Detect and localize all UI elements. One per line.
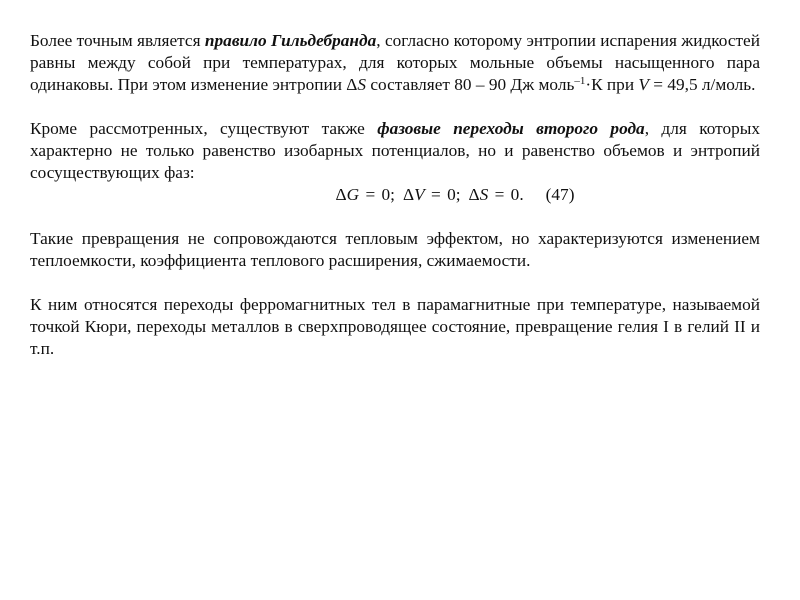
equation-47 <box>30 184 760 206</box>
paragraph-hildebrand-rule <box>30 30 760 96</box>
paragraph2-text-1: Кроме рассмотренных, существуют также <box>30 119 378 138</box>
paragraph-examples <box>30 294 760 360</box>
equation-number: (47) <box>545 185 575 204</box>
term-hildebrand-rule: правило Гильдебранда <box>204 31 377 50</box>
paragraph-no-heat-effect <box>30 228 760 272</box>
equation-part-1: = 0; <box>359 185 395 204</box>
equation-part-2: = 0; <box>424 185 461 204</box>
paragraph1-text-3: составляет 80 – 90 Дж моль <box>366 75 575 94</box>
delta-symbol: Δ <box>335 185 347 204</box>
equation-part-3: = 0. <box>488 185 524 204</box>
paragraph1-text-4: ·К при <box>585 75 639 94</box>
delta-symbol: Δ <box>403 185 415 204</box>
delta-symbol: Δ <box>468 185 480 204</box>
variable-g: G <box>346 185 360 204</box>
paragraph2-text-2: , для которых характерно не только равенство изобарных потенциалов, но и равенство объемов и энтропий сосуществующих фаз: <box>30 119 760 182</box>
paragraph4-text: К ним относятся переходы ферромагнитных тел в парамагнитные при температуре, называемой точкой Кюри, переходы металлов в сверхпроводящее состояние, превращение гелия I в гелий II и т.п. <box>30 295 760 358</box>
paragraph3-text: Такие превращения не сопровождаются тепловым эффектом, но характеризуются изменением теплоемкости, коэффициента теплового расширения, сжимаемости. <box>30 229 760 270</box>
document-body <box>30 30 760 382</box>
paragraph1-text-2: , согласно которому энтропии испарения жидкостей равны между собой при температурах, для которых мольные объемы насыщенного пара одинаковы. При этом изменение энтропии Δ <box>30 31 760 94</box>
variable-s: S <box>357 75 367 94</box>
paragraph1-text-5: = 49,5 л/моль. <box>648 75 756 94</box>
paragraph1-text-1: Более точным является <box>30 31 205 50</box>
variable-s: S <box>479 185 489 204</box>
paragraph-second-order-transitions <box>30 118 760 184</box>
term-second-order-phase-transitions: фазовые переходы второго рода <box>377 119 645 138</box>
variable-v: V <box>414 185 425 204</box>
variable-v: V <box>638 75 649 94</box>
exponent-minus-one: –1 <box>574 75 586 87</box>
